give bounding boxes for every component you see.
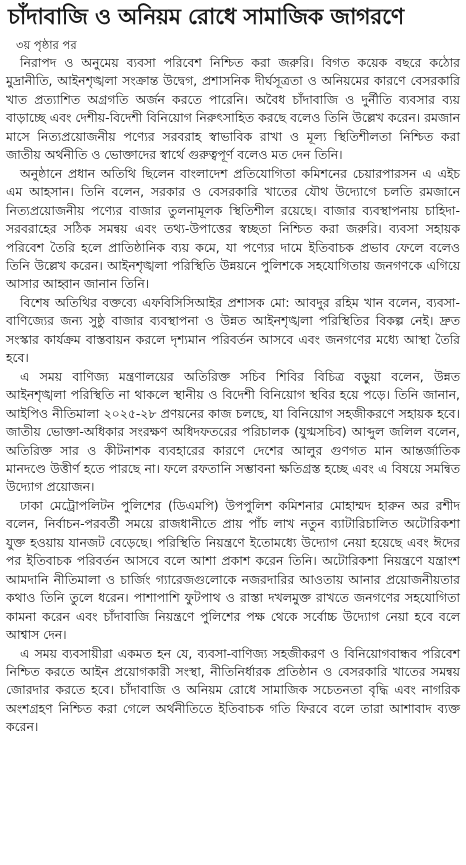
article-paragraph: ঢাকা মেট্রোপলিটন পুলিশের (ডিএমপি) উপপুলিশ কমিশনার মোহাম্মদ হারুন অর রশীদ বলেন, নির্বাচন-পরবর্তী সময়ে রাজধানীতে প্রায় পাঁচ লাখ নতুন ব্যাটারিচালিত অটোরিকশা যুক্ত হওয়ায় যানজট বেড়েছে। পরিস্থিতি নিয়ন্ত্রণে ইতোমধ্যে উদ্যোগ নেয়া হয়েছে এবং ঈদের পর ইতিবাচক পরিবর্তন আসবে বলে আশা প্রকাশ করেন তিনি। অটোরিকশা নিয়ন্ত্রণে যন্ত্রাংশ আমদানি নীতিমালা ও চার্জিং গ্যারেজগুলোকে নজরদারির আওতায় আনার প্রয়োজনীয়তার কথাও তিনি তুলে ধরেন। পাশাপাশি ফুটপাথ ও রাস্তা দখলমুক্ত রাখতে জনগণের সহযোগিতা কামনা করেন এবং চাঁদাবাজি নিয়ন্ত্রণে পুলিশের পক্ষ থেকে সর্বোচ্চ উদ্যোগ নেয়া হবে বলে আশ্বাস দেন। (6, 497, 460, 643)
article-headline: চাঁদাবাজি ও অনিয়ম রোধে সামাজিক জাগরণে (8, 5, 404, 30)
continued-from-note: ৩য় পৃষ্ঠার পর (16, 38, 77, 52)
article-paragraph: অনুষ্ঠানে প্রধান অতিথি ছিলেন বাংলাদেশ প্রতিযোগিতা কমিশনের চেয়ারপারসন এ এইচ এম আহসান। তিনি বলেন, সরকার ও বেসরকারি খাতের যৌথ উদ্যোগে চলতি রমজানে নিত্যপ্রয়োজনীয় পণ্যের বাজার তুলনামূলক স্থিতিশীল রয়েছে। বাজার ব্যবস্থাপনায় চাহিদা-সরবরাহের সঠিক সমন্বয় এবং তথ্য-উপাত্তের স্বচ্ছতা নিশ্চিত করা জরুরি। ব্যবসা সহায়ক পরিবেশ তৈরি হলে প্রাতিষ্ঠানিক ব্যয় কমে, যা পণ্যের দামে ইতিবাচক প্রভাব ফেলে বলেও তিনি উল্লেখ করেন। আইনশৃঙ্খলা পরিস্থিতি উন্নয়নে পুলিশকে সহযোগিতায় জনগণকে এগিয়ে আসার আহ্বান জানান তিনি। (6, 165, 460, 292)
article-body (6, 54, 460, 737)
article-paragraph: বিশেষ অতিথির বক্তব্যে এফবিসিসিআইর প্রশাসক মো: আবদুর রহিম খান বলেন, ব্যবসা-বাণিজ্যের জন্য সুষ্ঠু বাজার ব্যবস্থাপনা ও উন্নত আইনশৃঙ্খলা পরিস্থিতির বিকল্প নেই। দ্রুত সংস্কার কার্যক্রম বাস্তবায়ন করলে দৃশ্যমান পরিবর্তন আসবে এবং জনগণের মধ্যে আস্থা তৈরি হবে। (6, 294, 460, 366)
article-paragraph: এ সময় ব্যবসায়ীরা একমত হন যে, ব্যবসা-বাণিজ্য সহজীকরণ ও বিনিয়োগবান্ধব পরিবেশ নিশ্চিত করতে আইন প্রয়োগকারী সংস্থা, নীতিনির্ধারক প্রতিষ্ঠান ও বেসরকারি খাতের সমন্বয় জোরদার করতে হবে। চাঁদাবাজি ও অনিয়ম রোধে সামাজিক সচেতনতা বৃদ্ধি এবং নাগরিক অংশগ্রহণ নিশ্চিত করা গেলে অর্থনীতিতে ইতিবাচক গতি ফিরবে বলে তারা আশাবাদ ব্যক্ত করেন। (6, 645, 460, 735)
article-paragraph: নিরাপদ ও অনুমেয় ব্যবসা পরিবেশ নিশ্চিত করা জরুরি। বিগত কয়েক বছরে কঠোর মুদ্রানীতি, আইনশৃঙ্খলা সংক্রান্ত উদ্বেগ, প্রশাসনিক দীর্ঘসূত্রতা ও অনিয়মের কারণে বেসরকারি খাত প্রত্যাশিত অগ্রগতি অর্জন করতে পারেনি। অবৈধ চাঁদাবাজি ও দুর্নীতি ব্যবসার ব্যয় বাড়াচ্ছে এবং দেশীয়-বিদেশী বিনিয়োগ নিরুৎসাহিত করছে বলেও তিনি উল্লেখ করেন। রমজান মাসে নিত্যপ্রয়োজনীয় পণ্যের সরবরাহ স্বাভাবিক রাখা ও মূল্য স্থিতিশীলতা নিশ্চিত করা জাতীয় অর্থনীতি ও ভোক্তাদের স্বার্থে গুরুত্বপূর্ণ বলেও মত দেন তিনি। (6, 55, 460, 163)
article-paragraph: এ সময় বাণিজ্য মন্ত্রণালয়ের অতিরিক্ত সচিব শিবির বিচিত্র বড়ুয়া বলেন, উন্নত আইনশৃঙ্খলা পরিস্থিতি না থাকলে স্থানীয় ও বিদেশী বিনিয়োগ স্থবির হয়ে পড়ে। তিনি জানান, আইপিও নীতিমালা ২০২৫-২৮ প্রণয়নের কাজ চলছে, যা বিনিয়োগ সহজীকরণে সহায়ক হবে। জাতীয় ভোক্তা-অধিকার সংরক্ষণ অধিদফতরের পরিচালক (যুগ্মসচিব) আব্দুল জলিল বলেন, অতিরিক্ত সার ও কীটনাশক ব্যবহারের কারণে দেশের আলুর গুণগত মান আন্তর্জাতিক মানদণ্ডে উত্তীর্ণ হতে পারছে না। ফলে রফতানি সম্ভাবনা ক্ষতিগ্রস্ত হচ্ছে এবং এ বিষয়ে সমন্বিত উদ্যোগ প্রয়োজন। (6, 368, 460, 495)
